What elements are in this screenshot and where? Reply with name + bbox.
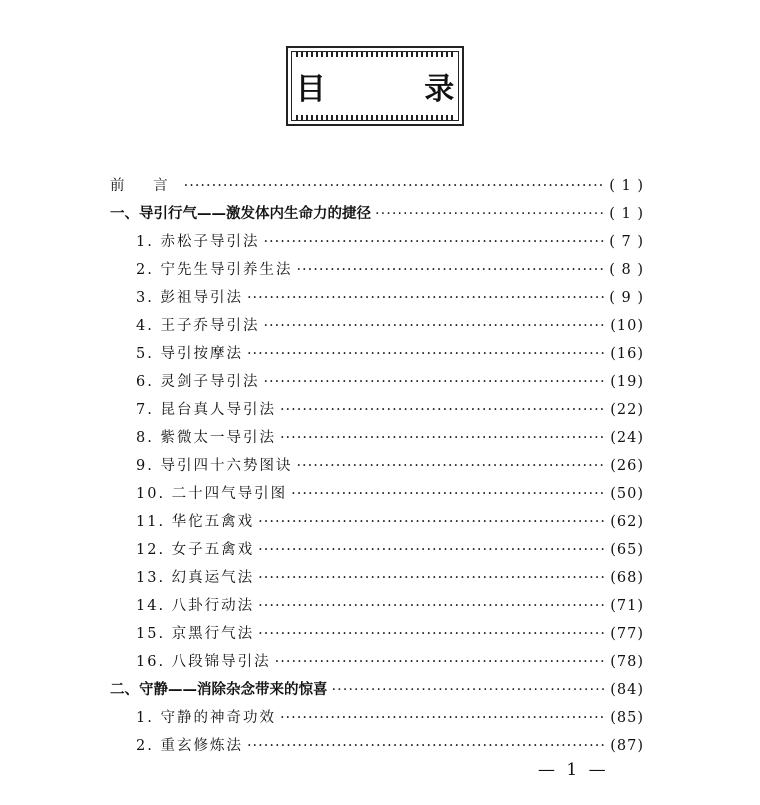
- toc-entry-title: 10. 二十四气导引图: [136, 486, 288, 502]
- dot-leader: [263, 228, 605, 256]
- dot-leader: [184, 172, 606, 200]
- toc-entry[interactable]: [110, 592, 644, 620]
- dot-leader: [258, 592, 606, 620]
- toc-entry-title: 14. 八卦行动法: [136, 598, 255, 614]
- dot-leader: [247, 284, 605, 312]
- toc-entry[interactable]: [110, 424, 644, 452]
- toc-entry-title: 3. 彭祖导引法: [136, 290, 243, 306]
- toc-entry-page: (78): [610, 654, 644, 670]
- dot-leader: [258, 508, 606, 536]
- dot-leader: [258, 564, 606, 592]
- toc-entry[interactable]: [110, 452, 644, 480]
- toc-entry-page: (68): [610, 570, 644, 586]
- toc-entry-page: (62): [610, 514, 644, 530]
- toc-entry[interactable]: [110, 480, 644, 508]
- toc-entry[interactable]: [110, 704, 644, 732]
- toc-entry-page: (87): [610, 738, 644, 754]
- toc-entry-title: 11. 华佗五禽戏: [136, 514, 255, 530]
- toc-entry-title: 5. 导引按摩法: [136, 346, 243, 362]
- toc-entry-title: 8. 紫微太一导引法: [136, 430, 276, 446]
- page-title: 目 录: [295, 72, 499, 107]
- toc-entry[interactable]: [110, 508, 644, 536]
- toc-entry-title: 12. 女子五禽戏: [136, 542, 255, 558]
- dot-leader: [280, 424, 606, 452]
- toc-entry-title: 1. 赤松子导引法: [136, 234, 260, 250]
- toc-entry-page: (71): [610, 598, 644, 614]
- toc-entry[interactable]: [110, 228, 644, 256]
- toc-entry[interactable]: [110, 648, 644, 676]
- dot-leader: [291, 480, 606, 508]
- toc-entry[interactable]: [110, 284, 644, 312]
- toc-entry-page: (22): [610, 402, 644, 418]
- dot-leader: [296, 452, 606, 480]
- toc-entry[interactable]: [110, 256, 644, 284]
- dot-leader: [280, 704, 606, 732]
- dot-leader: [332, 676, 607, 704]
- title-frame: [286, 46, 499, 126]
- toc-entry[interactable]: [110, 564, 644, 592]
- dot-leader: [275, 648, 607, 676]
- toc-entry-page: ( 1 ): [609, 206, 644, 222]
- dot-leader: [247, 340, 606, 368]
- toc-entry-page: (24): [610, 430, 644, 446]
- toc-entry-page: (50): [610, 486, 644, 502]
- dot-leader: [263, 368, 606, 396]
- toc-entry-title: 7. 昆台真人导引法: [136, 402, 276, 418]
- toc-entry[interactable]: [110, 620, 644, 648]
- toc-entry[interactable]: [110, 172, 644, 200]
- toc-entry[interactable]: [110, 676, 644, 704]
- page-number: — 1 —: [538, 760, 609, 780]
- toc-entry-title: 6. 灵剑子导引法: [136, 374, 260, 390]
- toc-entry-title: 1. 守静的神奇功效: [136, 710, 276, 726]
- toc-entry-page: (84): [610, 682, 644, 698]
- toc-entry-title: 16. 八段锦导引法: [136, 654, 271, 670]
- toc-entry[interactable]: [110, 732, 644, 760]
- dot-leader: [247, 732, 606, 760]
- toc-entry-page: (26): [610, 458, 644, 474]
- dot-leader: [280, 396, 606, 424]
- dot-leader: [263, 312, 606, 340]
- toc-entry-page: (16): [610, 346, 644, 362]
- toc-entry-page: ( 9 ): [609, 290, 644, 306]
- toc-entry-title: 二、守静——消除杂念带来的惊喜: [110, 682, 328, 698]
- dot-leader: [258, 536, 606, 564]
- toc-entry-page: (19): [610, 374, 644, 390]
- toc-entry[interactable]: [110, 340, 644, 368]
- toc-entry-title: 15. 京黑行气法: [136, 626, 255, 642]
- toc-entry[interactable]: [110, 312, 644, 340]
- toc-entry-title: 一、导引行气——激发体内生命力的捷径: [110, 206, 371, 222]
- dot-leader: [258, 620, 606, 648]
- toc-entry[interactable]: [110, 368, 644, 396]
- dot-leader: [375, 200, 605, 228]
- toc-entry-page: (65): [610, 542, 644, 558]
- toc-entry[interactable]: [110, 396, 644, 424]
- toc-entry-page: (10): [610, 318, 644, 334]
- toc-entry-page: ( 8 ): [609, 262, 644, 278]
- toc-entry-page: ( 7 ): [609, 234, 644, 250]
- toc-entry-page: (85): [610, 710, 644, 726]
- toc-entry-title: 4. 王子乔导引法: [136, 318, 260, 334]
- toc-entry-page: (77): [610, 626, 644, 642]
- table-of-contents: [110, 172, 644, 760]
- toc-entry-title: 2. 重玄修炼法: [136, 738, 243, 754]
- toc-entry-title: 前 言: [110, 178, 180, 194]
- dot-leader: [296, 256, 605, 284]
- toc-entry-title: 9. 导引四十六势图诀: [136, 458, 293, 474]
- toc-entry-title: 13. 幻真运气法: [136, 570, 255, 586]
- toc-entry-title: 2. 宁先生导引养生法: [136, 262, 293, 278]
- toc-entry[interactable]: [110, 536, 644, 564]
- toc-entry-page: ( 1 ): [609, 178, 644, 194]
- toc-entry[interactable]: [110, 200, 644, 228]
